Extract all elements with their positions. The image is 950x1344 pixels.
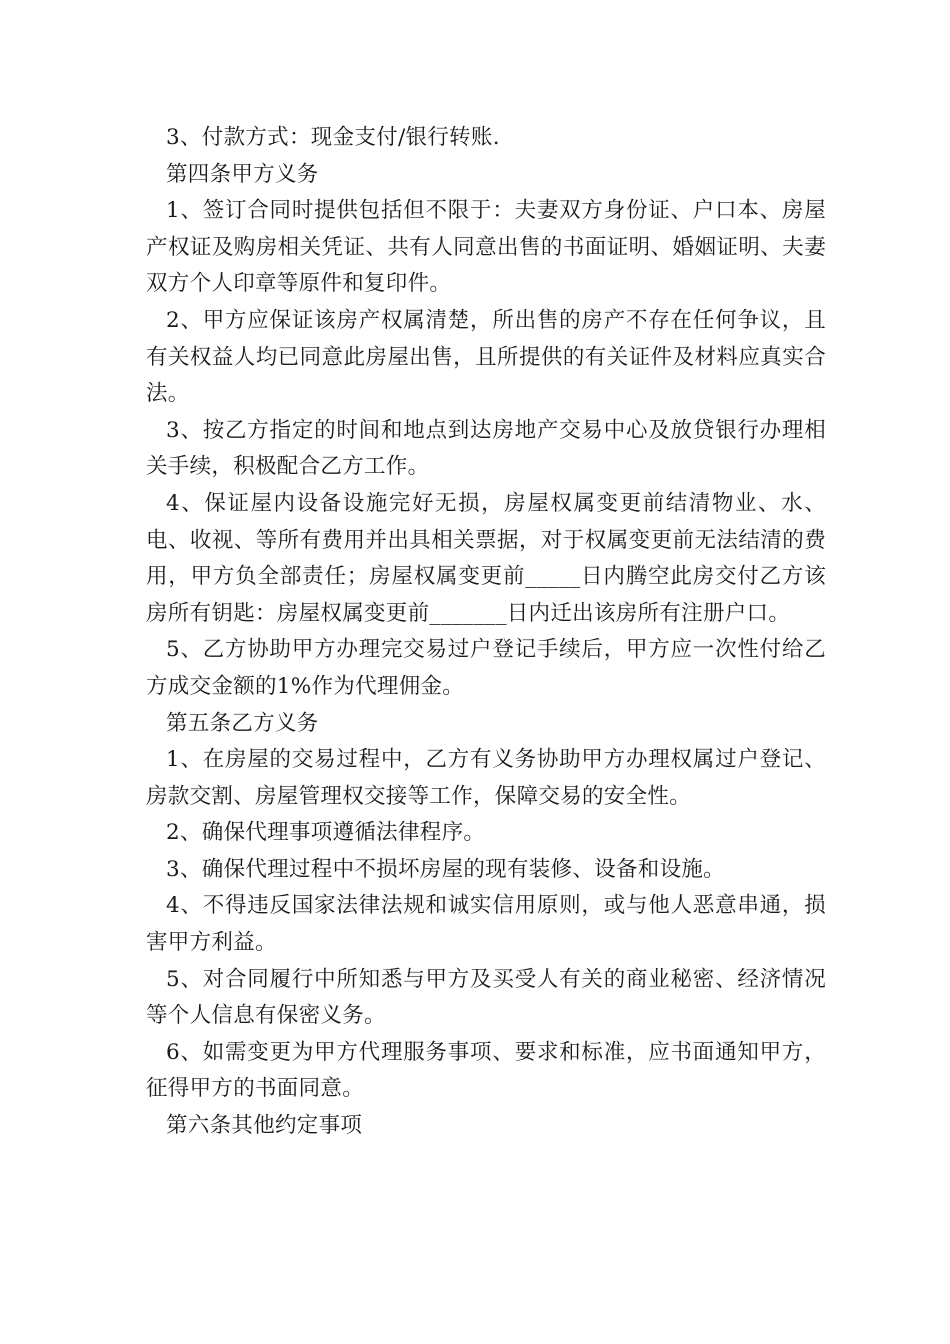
- party-b-clause-6: 6、如需变更为甲方代理服务事项、要求和标准，应书面通知甲方，征得甲方的书面同意。: [146, 1039, 826, 1102]
- party-a-clause-5: 5、乙方协助甲方办理完交易过户登记手续后，甲方应一次性付给乙方成交金额的1%作为代理佣金。: [146, 637, 826, 699]
- party-a-clause-2: 2、甲方应保证该房产权属清楚，所出售的房产不存在任何争议，且有关权益人均已同意此房屋出售，且所提供的有关证件及材料应真实合法。: [146, 307, 826, 407]
- payment-method-clause: 3、付款方式：现金支付/银行转账.: [166, 125, 500, 150]
- section-heading-party-b-obligations: 第五条乙方义务: [166, 710, 319, 736]
- party-b-clause-5: 5、对合同履行中所知悉与甲方及买受人有关的商业秘密、经济情况等个人信息有保密义务。: [146, 966, 826, 1029]
- party-a-clause-3: 3、按乙方指定的时间和地点到达房地产交易中心及放贷银行办理相关手续，积极配合乙方工作。: [146, 417, 826, 480]
- section-heading-party-a-obligations: 第四条甲方义务: [166, 161, 319, 187]
- party-b-clause-3: 3、确保代理过程中不损坏房屋的现有装修、设备和设施。: [166, 856, 725, 882]
- document-body: [146, 120, 826, 1145]
- party-b-clause-2: 2、确保代理事项遵循法律程序。: [166, 820, 486, 846]
- party-a-clause-1: 1、签订合同时提供包括但不限于：夫妻双方身份证、户口本、房屋产权证及购房相关凭证、共有人同意出售的书面证明、婚姻证明、夫妻双方个人印章等原件和复印件。: [146, 198, 826, 297]
- party-a-clause-4: 4、保证屋内设备设施完好无损，房屋权属变更前结清物业、水、电、收视、等所有费用并出具相关票据，对于权属变更前无法结清的费用，甲方负全部责任；房屋权属变更前_____日内腾空此房交付乙方该房所有钥匙：房屋权属变更前_______日内迁出该房所有注册户口。: [146, 490, 826, 626]
- party-b-clause-1: 1、在房屋的交易过程中，乙方有义务协助甲方办理权属过户登记、房款交割、房屋管理权交接等工作，保障交易的安全性。: [146, 747, 826, 809]
- party-b-clause-4: 4、不得违反国家法律法规和诚实信用原则，或与他人恶意串通，损害甲方利益。: [146, 893, 826, 956]
- section-heading-other-matters: 第六条其他约定事项: [166, 1113, 363, 1139]
